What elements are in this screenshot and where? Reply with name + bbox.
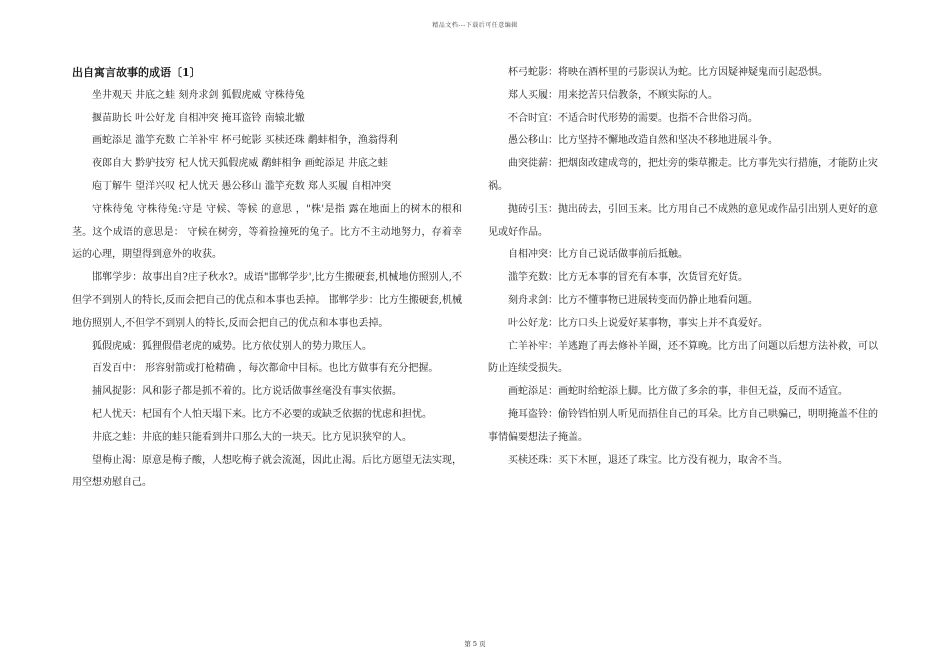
- page-number: 第 5 页: [464, 640, 486, 648]
- paragraph: 杞人忧天：杞国有个人怕天塌下来。比方不必要的或缺乏依据的忧虑和担忧。: [92, 408, 432, 420]
- right-column: [488, 62, 878, 472]
- paragraph: 不合时宜：不适合时代形势的需要。也指不合世俗习尚。: [508, 112, 758, 124]
- paragraph: 狐假虎威：狐狸假借老虎的威势。比方依仗别人的势力欺压人。: [92, 340, 372, 352]
- paragraph: 郑人买履：用来挖苦只信教条，不顾实际的人。: [508, 89, 718, 101]
- left-column: [72, 62, 462, 495]
- paragraph: 邯郸学步：故事出自?庄子秋水?。成语"邯郸学步',比方生搬硬套,机械地仿照别人,不但学不到别人的特长,反而会把自己的优点和本事也丢掉。 邯郸学步：比方生搬硬套,机械地仿照别人,不但学不到别人的特长,反而会把自己的优点和本事也丢掉。: [72, 272, 462, 329]
- paragraph: 买椟还珠：买下木匣，退还了珠宝。比方没有视力，取舍不当。: [508, 454, 788, 466]
- paragraph: 自相冲突：比方自己说话做事前后抵触。: [508, 249, 688, 261]
- paragraph: 画蛇添足 滥竽充数 亡羊补牢 杯弓蛇影 买椟还珠 鹬蚌相争，渔翁得利: [92, 135, 398, 147]
- paragraph: 愚公移山：比方坚持不懈地改造自然和坚决不移地进展斗争。: [508, 135, 778, 147]
- paragraph: 庖丁解牛 望洋兴叹 杞人忧天 愚公移山 滥竽充数 郑人买履 自相冲突: [92, 180, 392, 192]
- paragraph: 望梅止渴：原意是梅子酸，人想吃梅子就会流涎，因此止渴。后比方愿望无法实现，用空想劝慰自己。: [72, 454, 462, 489]
- paragraph: 亡羊补牢：羊逃跑了再去修补羊圈，还不算晚。比方出了问题以后想方法补救，可以防止连续受损失。: [488, 340, 878, 375]
- paragraph: 叶公好龙：比方口头上说爱好某事物，事实上并不真爱好。: [508, 317, 768, 329]
- paragraph: 杯弓蛇影：将映在酒杯里的弓影误认为蛇。比方因疑神疑鬼而引起恐惧。: [508, 67, 828, 78]
- paragraph: 画蛇添足：画蛇时给蛇添上脚。比方做了多余的事，非但无益，反而不适宜。: [508, 386, 848, 398]
- paragraph: 滥竽充数：比方无本事的冒充有本事，次货冒充好货。: [508, 272, 748, 284]
- paragraph: 曲突徙薪：把烟囱改建成弯的，把灶旁的柴草搬走。比方事先实行措施，才能防止灾祸。: [488, 158, 878, 192]
- paragraph: 刻舟求剑：比方不懂事物已进展转变而仍静止地看问题。: [508, 294, 758, 306]
- paragraph: 井底之蛙：井底的蛙只能看到井口那么大的一块天。比方见识狭窄的人。: [92, 431, 412, 443]
- paragraph: 百发百中： 形容射箭或打枪精确 ，每次都命中目标。也比方做事有充分把握。: [92, 363, 439, 375]
- paragraph: 守株待兔 守株待兔:守是 守候、等候 的意思 ，"株'是指 露在地面上的树木的根和茎。这个成语的意思是： 守候在树旁，等着捡撞死的兔子。比方不主动地努力，存着幸运的心理，期望得到意外的收获。: [72, 203, 462, 261]
- paragraph: 坐井观天 井底之蛙 刻舟求剑 狐假虎威 守株待兔: [92, 89, 305, 101]
- paragraph: 夜郎自大 黔驴技穷 杞人忧天狐假虎威 鹬蚌相争 画蛇添足 井底之蛙: [92, 158, 388, 170]
- header-note: 精品文档---下载后可任意编辑: [432, 22, 518, 29]
- paragraph: 抛砖引玉：抛出砖去，引回玉来。比方用自己不成熟的意见或作品引出别人更好的意见或好作品。: [488, 203, 878, 238]
- paragraph: 掩耳盗铃：偷铃铛怕别人听见而捂住自己的耳朵。比方自己哄骗己，明明掩盖不住的事情偏要想法子掩盖。: [488, 408, 878, 443]
- paragraph: 捕风捉影：风和影子都是抓不着的。比方说话做事丝毫没有事实依据。: [92, 386, 402, 398]
- document-title: 出自寓言故事的成语〔1〕: [72, 66, 201, 79]
- paragraph: 揠苗助长 叶公好龙 自相冲突 掩耳盗铃 南辕北辙: [92, 112, 305, 124]
